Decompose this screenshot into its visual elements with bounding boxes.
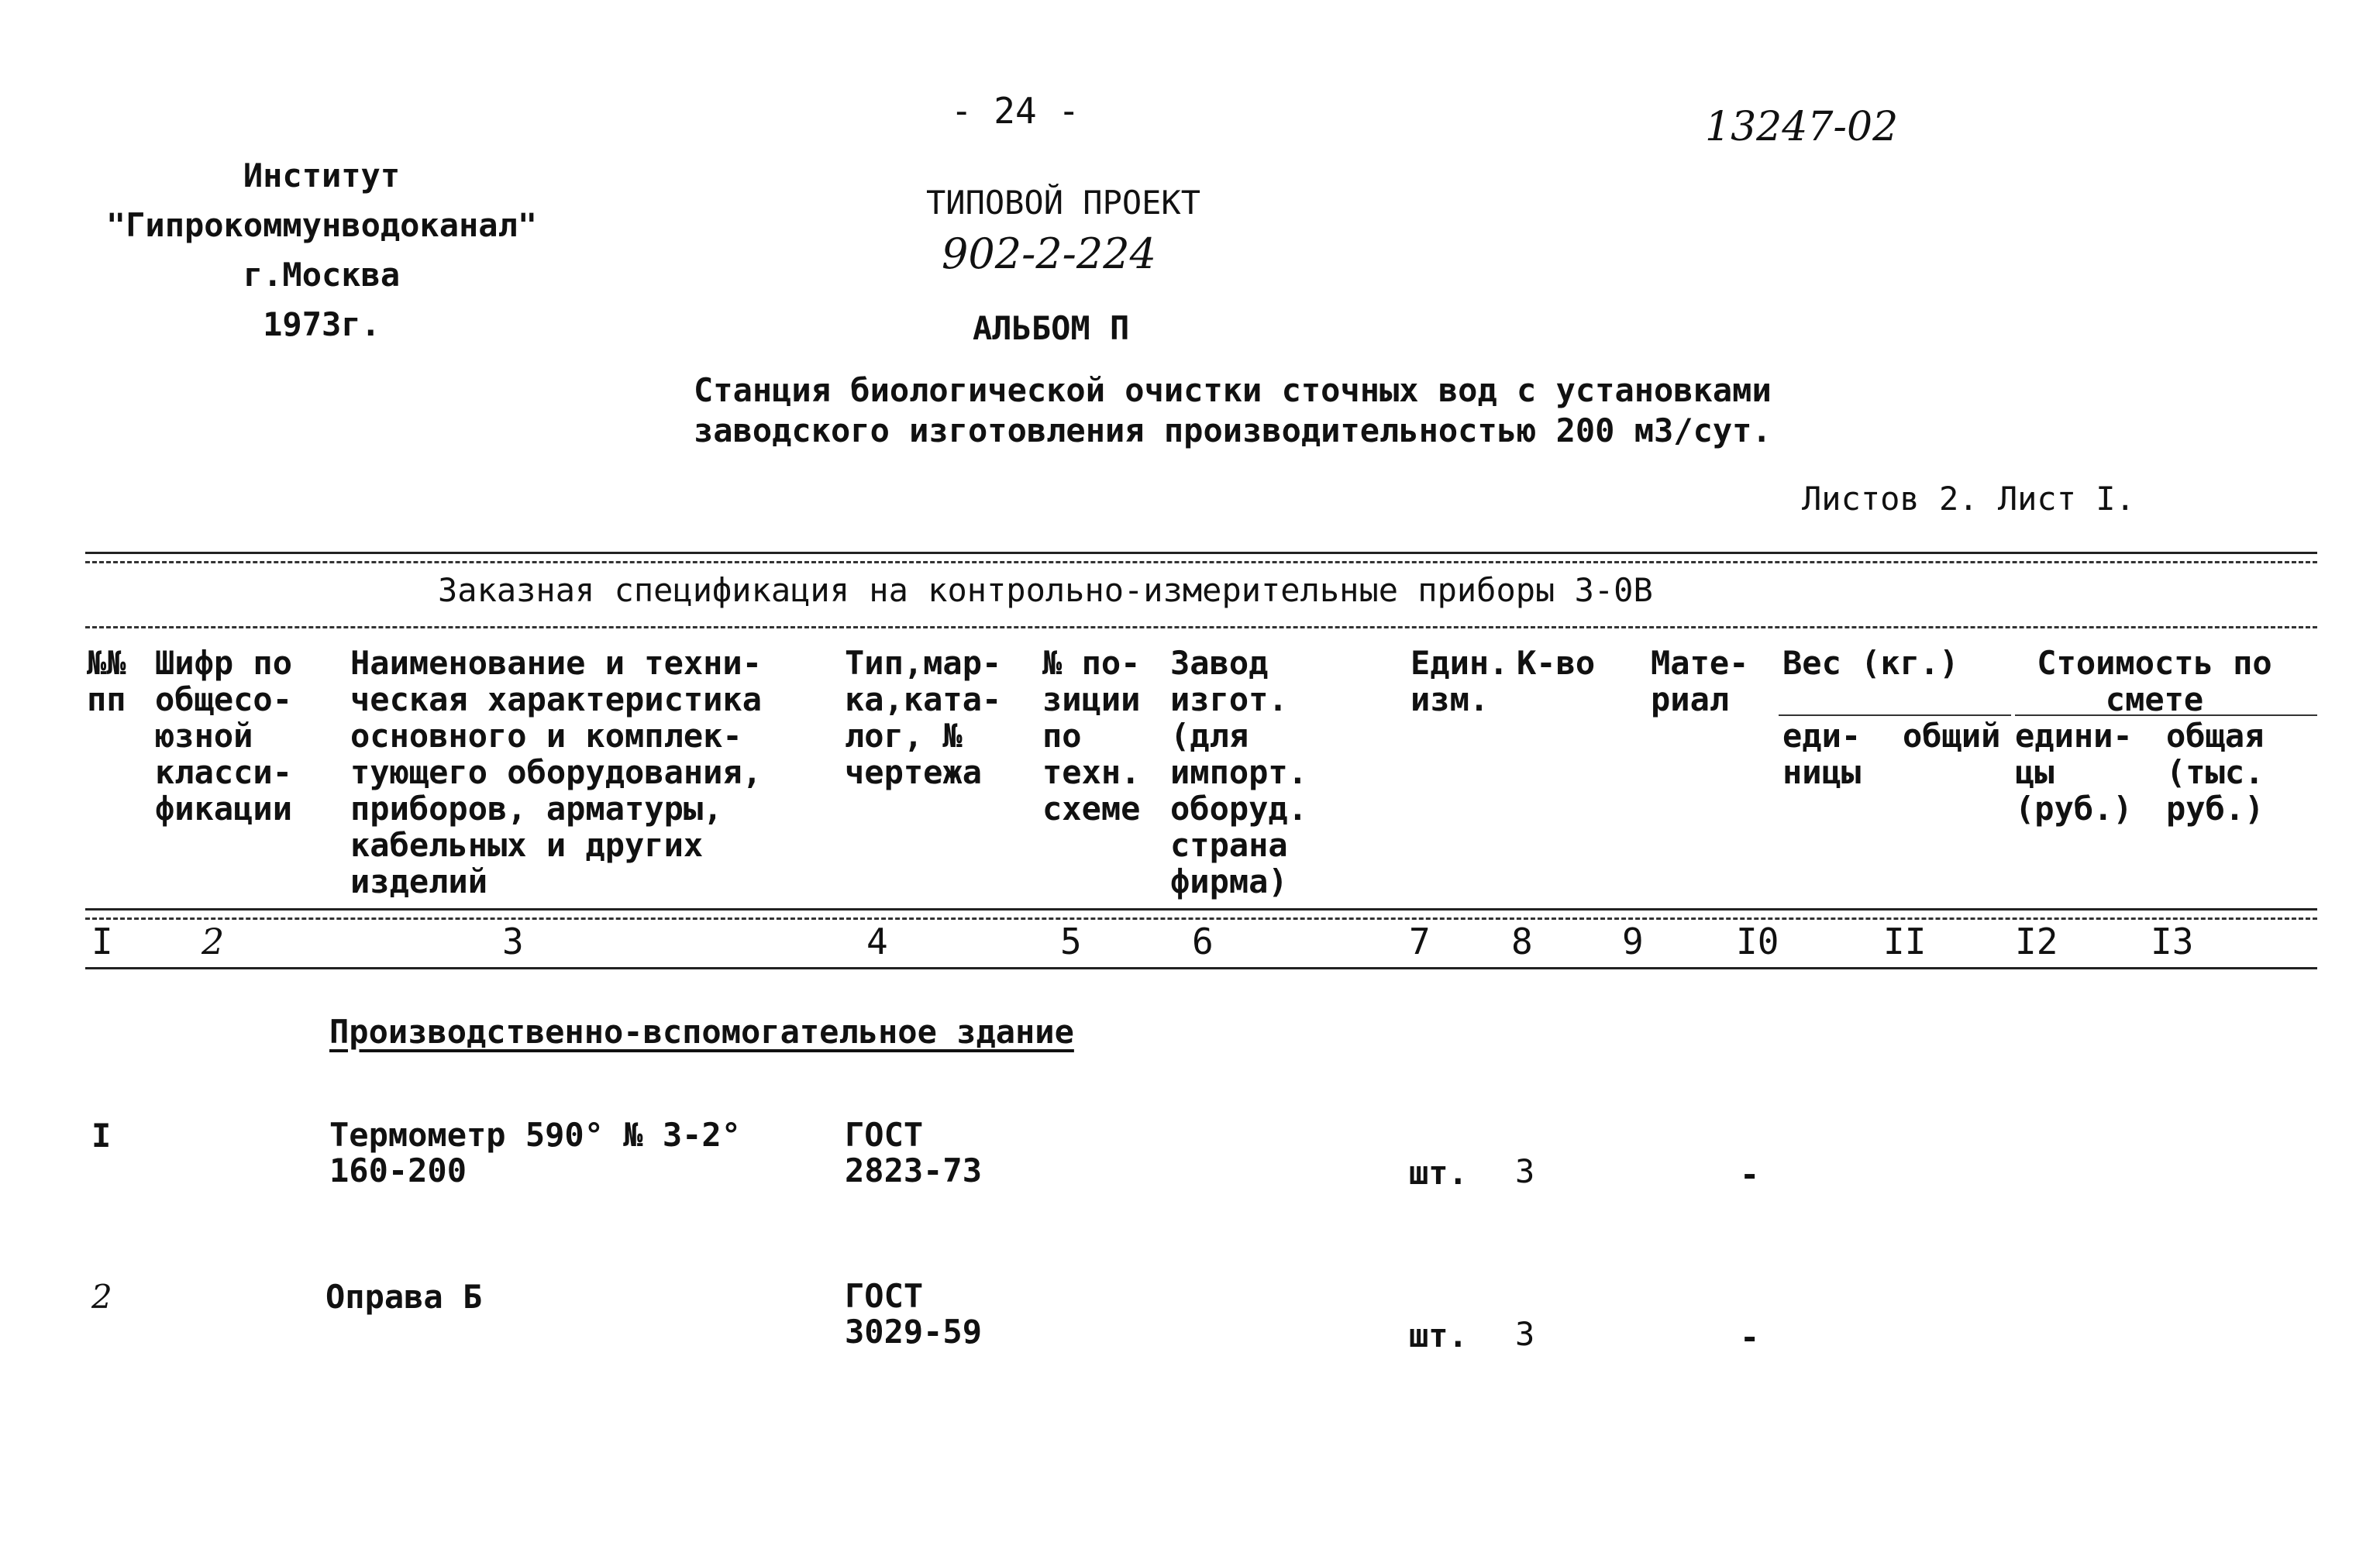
page-number: - 24 - xyxy=(950,90,1080,132)
sheet-count: Листов 2. Лист I. xyxy=(1802,480,2135,518)
document-title xyxy=(694,370,1772,451)
institute-city: г.Москва xyxy=(243,256,401,294)
column-number-rule xyxy=(85,967,2317,969)
col-header-material: Мате- риал xyxy=(1651,644,1749,719)
col-number-5: 5 xyxy=(1060,921,1082,962)
row-item-weight: - xyxy=(1740,1318,1760,1356)
weight-subheader-rule xyxy=(1779,714,2011,716)
document-code: 13247-02 xyxy=(1705,104,1899,150)
cost-subheader-rule xyxy=(2015,714,2317,716)
subheader-cost-unit: едини- цы (руб.) xyxy=(2015,717,2133,828)
col-number-12: I2 xyxy=(2015,921,2058,962)
col-number-1: I xyxy=(91,921,113,962)
col-number-13: I3 xyxy=(2151,921,2194,962)
row-item-name: Термометр 590° № 3-2° 160-200 xyxy=(329,1116,742,1189)
col-header-type: Тип,мар- ка,ката- лог, № чертежа xyxy=(845,644,1002,792)
header-bottom-rule-2 xyxy=(85,917,2317,920)
row-number: I xyxy=(91,1117,112,1155)
subheader-cost-total: общая (тыс. руб.) xyxy=(2166,717,2265,828)
col-number-2: 2 xyxy=(201,921,225,962)
col-header-unit: Един. изм. xyxy=(1410,644,1509,719)
row-item-weight: - xyxy=(1740,1155,1760,1193)
institute-name: "Гипрокоммунводоканал" xyxy=(105,206,538,244)
title-line-1: Станция биологической очистки сточных вод с установками xyxy=(694,371,1772,409)
col-number-4: 4 xyxy=(866,921,888,962)
col-number-9: 9 xyxy=(1622,921,1644,962)
row-item-type: ГОСТ 3029-59 xyxy=(845,1277,983,1351)
col-number-10: I0 xyxy=(1736,921,1779,962)
col-number-8: 8 xyxy=(1511,921,1533,962)
row-item-quantity: 3 xyxy=(1515,1315,1535,1353)
col-number-7: 7 xyxy=(1409,921,1431,962)
col-number-6: 6 xyxy=(1192,921,1214,962)
caption-rule xyxy=(85,626,2317,628)
row-item-unit: шт. xyxy=(1409,1317,1468,1355)
col-header-quantity: К-во xyxy=(1517,644,1596,682)
table-top-rule-2 xyxy=(85,561,2317,563)
col-header-name: Наименование и техни- ческая характеристика основного и комплек- тующего оборудования, приборов, арматуры, кабельных и других изделий xyxy=(350,644,763,901)
header-bottom-rule xyxy=(85,908,2317,911)
col-header-code: Шифр по общесо- юзной класси- фикации xyxy=(155,644,293,828)
col-number-3: 3 xyxy=(502,921,524,962)
col-header-manufacturer: Завод изгот. (для импорт. оборуд. страна фирма) xyxy=(1170,644,1308,901)
row-number: 2 xyxy=(91,1278,112,1316)
row-item-name: Оправа Б xyxy=(325,1278,483,1316)
row-item-unit: шт. xyxy=(1409,1154,1468,1192)
title-line-2: заводского изготовления производительностью 200 м3/сут. xyxy=(694,411,1772,449)
col-number-11: II xyxy=(1883,921,1927,962)
subheader-weight-total: общий xyxy=(1903,717,2001,755)
col-header-cost: Стоимость по смете xyxy=(2037,644,2272,719)
institute-block xyxy=(77,151,566,349)
institute-label: Институт xyxy=(243,157,401,194)
table-caption: Заказная спецификация на контрольно-измерительные приборы 3-0В xyxy=(438,571,1653,609)
col-header-number: №№ пп xyxy=(87,644,126,719)
institute-year: 1973г. xyxy=(263,305,381,343)
table-top-rule xyxy=(85,552,2317,554)
project-label: ТИПОВОЙ ПРОЕКТ xyxy=(926,184,1201,222)
subheader-weight-unit: еди- ницы xyxy=(1782,717,1862,792)
album-label: АЛЬБОМ П xyxy=(973,309,1130,347)
section-title: Производственно-вспомогательное здание xyxy=(329,1013,1074,1051)
row-item-quantity: 3 xyxy=(1515,1152,1535,1190)
project-number: 902-2-224 xyxy=(942,229,1156,278)
col-header-position: № по- зиции по техн. схеме xyxy=(1042,644,1141,828)
col-header-weight: Вес (кг.) xyxy=(1782,644,1959,682)
row-item-type: ГОСТ 2823-73 xyxy=(845,1116,983,1189)
